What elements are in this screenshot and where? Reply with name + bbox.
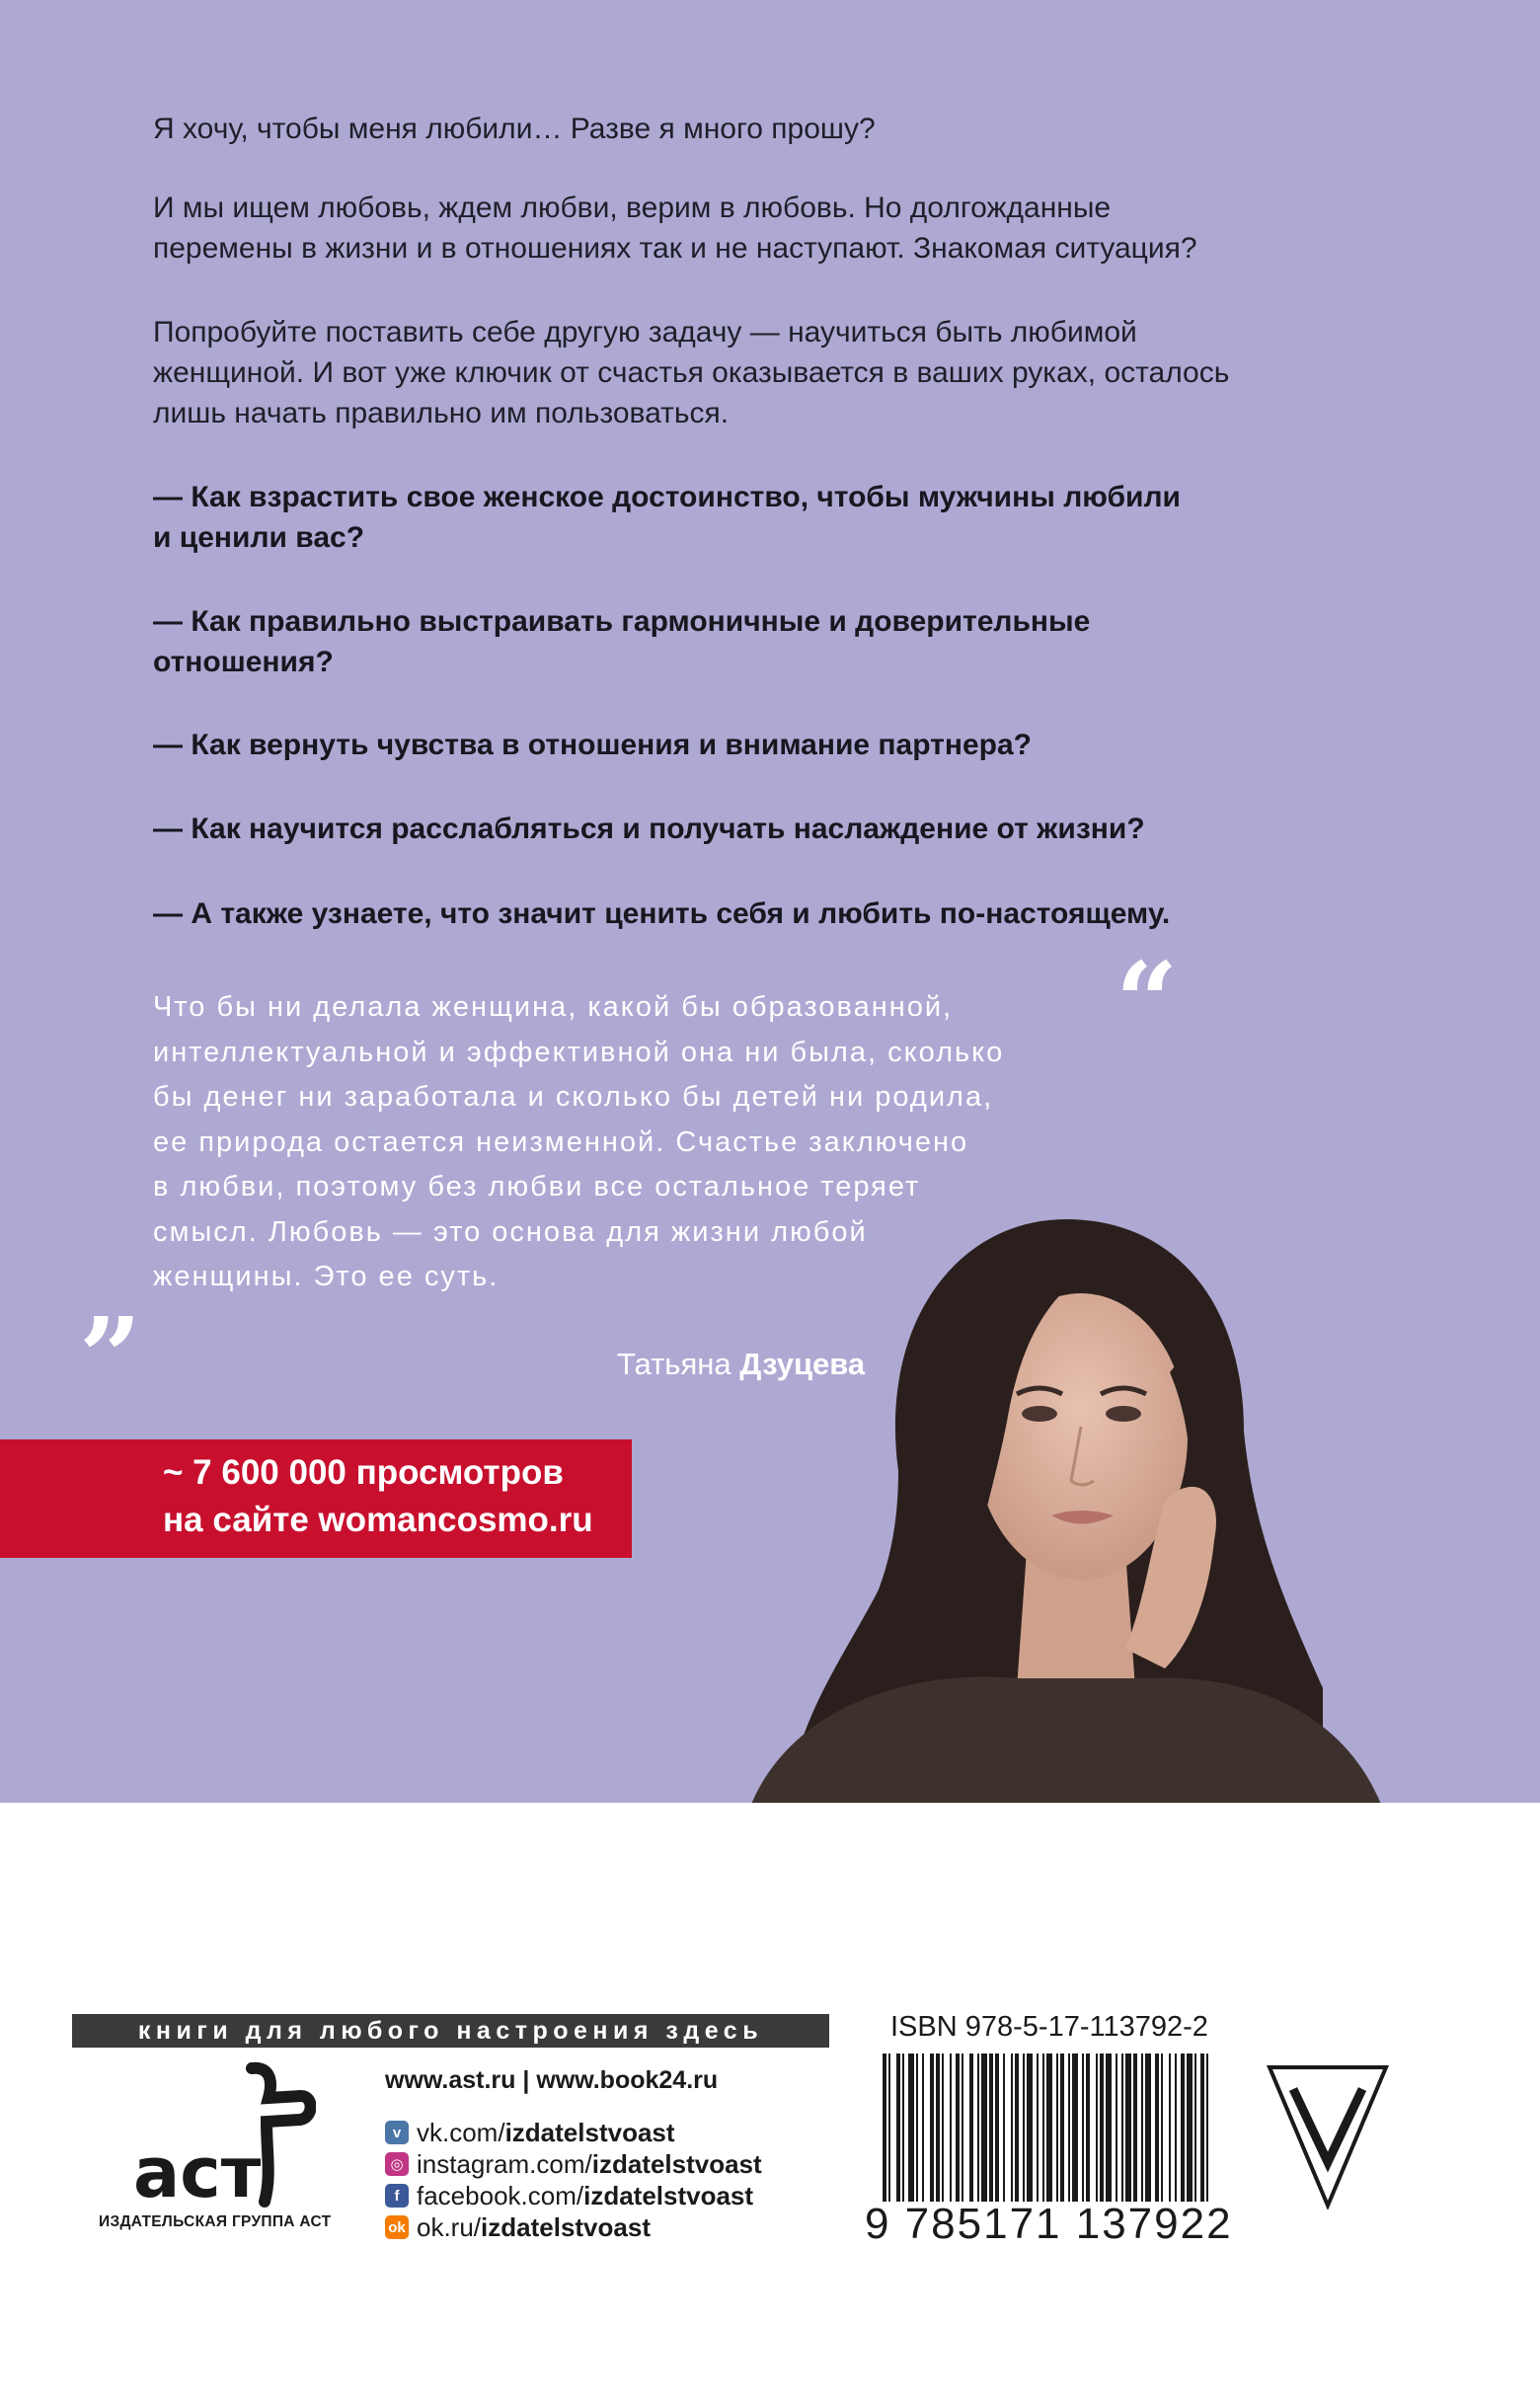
quote-line: женщины. Это ее суть. (153, 1261, 500, 1292)
social-handle: izdatelstvoast (591, 2148, 762, 2179)
question-item (153, 601, 1090, 682)
quote-line: интеллектуальной и эффективной она ни была, сколько (153, 1036, 1005, 1068)
barcode-bar (930, 2054, 934, 2202)
barcode-bar (1125, 2054, 1131, 2202)
publisher-caption: ИЗДАТЕЛЬСКАЯ ГРУППА АСТ (99, 2213, 332, 2230)
intro-line: Я хочу, чтобы меня любили… Разве я много прошу? (153, 113, 876, 145)
question-line: отношения? (153, 646, 334, 678)
barcode-bar (1011, 2054, 1013, 2202)
author-last-name: Дзуцева (739, 1347, 866, 1381)
question-line: — Как научится расслабляться и получать наслаждение от жизни? (153, 813, 1145, 845)
question-item (153, 893, 1170, 934)
isbn-text: ISBN 978-5-17-113792-2 (890, 2011, 1208, 2043)
intro-line: женщиной. И вот уже ключик от счастья оказывается в ваших руках, осталось (153, 356, 1230, 389)
barcode-bar (962, 2054, 963, 2202)
v-publisher-logo (1266, 2063, 1390, 2209)
barcode-bar (1116, 2054, 1117, 2202)
barcode-bar (1037, 2054, 1039, 2202)
instagram-icon: ◎ (385, 2152, 409, 2176)
barcode-bar (1100, 2054, 1104, 2202)
quote-line: Что бы ни делала женщина, какой бы образованной, (153, 991, 954, 1023)
social-prefix: ok.ru/ (417, 2211, 482, 2242)
barcode-bar (883, 2054, 886, 2202)
barcode-bar (936, 2054, 940, 2202)
author-quote (153, 985, 1120, 1300)
barcode-bar (1200, 2054, 1204, 2202)
intro-paragraph-3 (153, 312, 1229, 433)
quote-line: смысл. Любовь — это основа для жизни любой (153, 1215, 868, 1248)
social-link-instagram[interactable] (385, 2148, 762, 2180)
barcode-bar (1194, 2054, 1196, 2202)
barcode-bar (977, 2054, 979, 2202)
promo-banner (0, 1439, 632, 1558)
barcode-bar (1056, 2054, 1058, 2202)
barcode-bar (1106, 2054, 1112, 2202)
ast-logo (118, 2058, 316, 2216)
barcode-bar (1060, 2054, 1064, 2202)
barcode-bar (916, 2054, 918, 2202)
barcode-bar (1003, 2054, 1005, 2202)
barcode-bar (989, 2054, 993, 2202)
promo-line-1: ~ 7 600 000 просмотров (163, 1453, 564, 1492)
social-link-vk[interactable] (385, 2117, 762, 2148)
social-handle: izdatelstvoast (504, 2117, 675, 2147)
vk-icon: v (385, 2121, 409, 2144)
question-item (153, 725, 1032, 765)
barcode-bar (1206, 2054, 1208, 2202)
barcode-bar (1181, 2054, 1185, 2202)
barcode-number: 9 785171 137922 (865, 2200, 1233, 2248)
quote-author (617, 1347, 865, 1382)
social-prefix: instagram.com/ (417, 2148, 592, 2179)
barcode-bar (1133, 2054, 1137, 2202)
close-quote-mark: ” (79, 1293, 142, 1421)
barcode-bar (956, 2054, 960, 2202)
barcode-bar (1141, 2054, 1143, 2202)
intro-paragraph-2 (153, 188, 1197, 269)
social-handle: izdatelstvoast (481, 2211, 651, 2242)
question-line: и ценили вас? (153, 521, 365, 554)
barcode-bar (1068, 2054, 1070, 2202)
open-quote-mark: “ (1116, 938, 1179, 1065)
barcode-bar (1072, 2054, 1078, 2202)
question-line: — А также узнаете, что значит ценить себя и любить по-настоящему. (153, 897, 1171, 930)
logo-text: аст (133, 2132, 262, 2213)
barcode-bar (1015, 2054, 1019, 2202)
question-item (153, 809, 1145, 849)
barcode-bar (888, 2054, 890, 2202)
publisher-links (385, 2066, 762, 2243)
barcode-bar (995, 2054, 999, 2202)
barcode-bar (908, 2054, 914, 2202)
barcode-bar (922, 2054, 924, 2202)
quote-line: бы денег ни заработала и сколько бы детей ни родила, (153, 1081, 994, 1113)
quote-line: в любви, поэтому без любви все остальное теряет (153, 1171, 921, 1202)
author-first-name: Татьяна (617, 1347, 732, 1381)
barcode-bar (969, 2054, 973, 2202)
isbn-barcode (879, 2054, 1214, 2202)
barcode-bar (1042, 2054, 1044, 2202)
barcode-bar (1155, 2054, 1159, 2202)
odnoklassniki-icon: ok (385, 2215, 409, 2239)
intro-paragraph-1 (153, 109, 876, 149)
social-prefix: facebook.com/ (417, 2180, 584, 2210)
social-handle: izdatelstvoast (583, 2180, 754, 2210)
question-line: — Как взрастить свое женское достоинство, чтобы мужчины любили (153, 481, 1181, 513)
barcode-bar (902, 2054, 904, 2202)
barcode-bar (981, 2054, 987, 2202)
question-item (153, 477, 1181, 558)
barcode-bar (896, 2054, 900, 2202)
quote-line: ее природа остается неизменной. Счастье заключено (153, 1125, 969, 1158)
barcode-bar (1187, 2054, 1193, 2202)
intro-line: Попробуйте поставить себе другую задачу — научиться быть любимой (153, 316, 1137, 349)
barcode-bar (1145, 2054, 1151, 2202)
facebook-icon: f (385, 2184, 409, 2208)
tagline-strip: книги для любого настроения здесь (72, 2014, 829, 2048)
barcode-bar (1086, 2054, 1090, 2202)
barcode-bar (942, 2054, 944, 2202)
barcode-bar (1027, 2054, 1033, 2202)
barcode-bar (1175, 2054, 1177, 2202)
barcode-bar (1161, 2054, 1163, 2202)
intro-line: лишь начать правильно им пользоваться. (153, 397, 730, 429)
question-line: — Как вернуть чувства в отношения и внимание партнера? (153, 729, 1032, 761)
barcode-bar (1023, 2054, 1025, 2202)
promo-line-2: на сайте womancosmo.ru (163, 1501, 593, 1539)
social-link-facebook[interactable] (385, 2180, 762, 2211)
social-link-odnoklassniki[interactable] (385, 2211, 762, 2243)
intro-line: И мы ищем любовь, ждем любви, верим в любовь. Но долгожданные (153, 192, 1112, 224)
barcode-bar (1121, 2054, 1123, 2202)
websites-link[interactable]: www.ast.ru | www.book24.ru (385, 2066, 719, 2094)
social-prefix: vk.com/ (417, 2117, 505, 2147)
barcode-bar (1096, 2054, 1098, 2202)
barcode-bar (1169, 2054, 1171, 2202)
question-line: — Как правильно выстраивать гармоничные и доверительные (153, 605, 1091, 638)
barcode-bar (1046, 2054, 1052, 2202)
intro-line: перемены в жизни и в отношениях так и не наступают. Знакомая ситуация? (153, 232, 1197, 265)
barcode-bar (1082, 2054, 1084, 2202)
barcode-bar (950, 2054, 952, 2202)
